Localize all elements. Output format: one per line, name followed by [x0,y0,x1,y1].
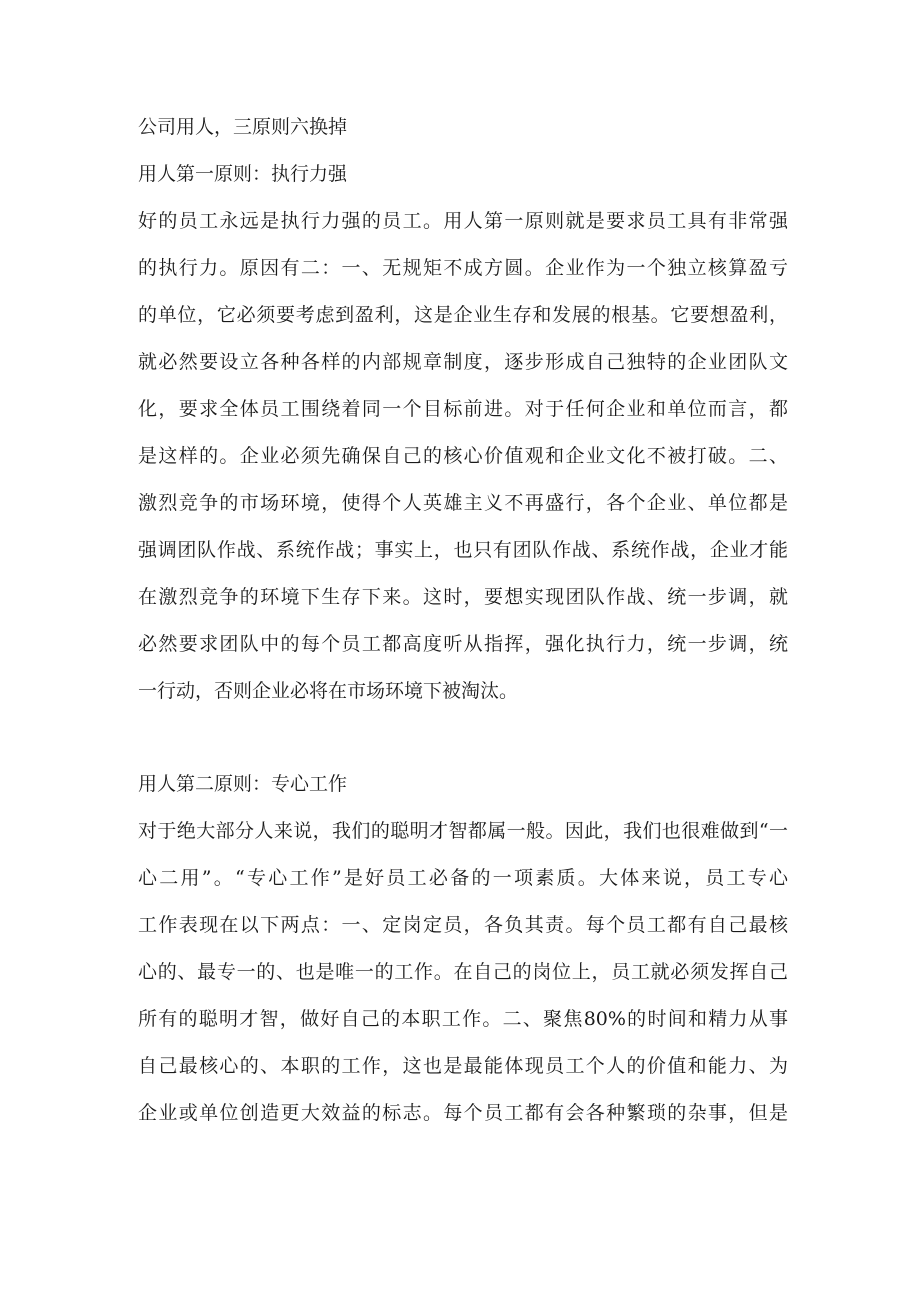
paragraph-line: 就必然要设立各种各样的内部规章制度，逐步形成自己独特的企业团队文 [138,351,788,373]
paragraph-line: 所有的聪明才智，做好自己的本职工作。二、聚焦80%的时间和精力从事 [138,1008,788,1030]
section1-paragraph [138,206,788,723]
document-title: 公司用人，三原则六换掉 [138,116,348,138]
paragraph-line: 的单位，它必须要考虑到盈利，这是企业生存和发展的根基。它要想盈利， [138,304,788,326]
paragraph-line: 化，要求全体员工围绕着同一个目标前进。对于任何企业和单位而言，都 [138,398,788,420]
paragraph-line: 心二用”。“专心工作”是好员工必备的一项素质。大体来说，员工专心 [138,867,788,889]
section1-heading: 用人第一原则：执行力强 [138,163,348,185]
section-spacer [138,723,788,769]
paragraph-line: 在激烈竞争的环境下生存下来。这时，要想实现团队作战、统一步调，就 [138,586,788,608]
paragraph-line: 的执行力。原因有二：一、无规矩不成方圆。企业作为一个独立核算盈亏 [138,257,788,279]
paragraph-line: 好的员工永远是执行力强的员工。用人第一原则就是要求员工具有非常强 [138,210,788,232]
paragraph-line: 激烈竞争的市场环境，使得个人英雄主义不再盛行，各个企业、单位都是 [138,492,788,514]
paragraph-line: 自己最核心的、本职的工作，这也是最能体现员工个人的价值和能力、为 [138,1055,788,1077]
section2-paragraph [138,816,788,1145]
paragraph-line: 是这样的。企业必须先确保自己的核心价值观和企业文化不被打破。二、 [138,445,788,467]
paragraph-line: 工作表现在以下两点：一、定岗定员，各负其责。每个员工都有自己最核 [138,914,788,936]
paragraph-line: 必然要求团队中的每个员工都高度听从指挥，强化执行力，统一步调，统 [138,633,788,655]
paragraph-line: 强调团队作战、系统作战；事实上，也只有团队作战、系统作战，企业才能 [138,539,788,561]
paragraph-line: 心的、最专一的、也是唯一的工作。在自己的岗位上，员工就必须发挥自己 [138,961,788,983]
paragraph-line: 一行动，否则企业必将在市场环境下被淘汰。 [138,680,519,702]
paragraph-line: 企业或单位创造更大效益的标志。每个员工都有会各种繁琐的杂事，但是 [138,1102,788,1124]
paragraph-line: 对于绝大部分人来说，我们的聪明才智都属一般。因此，我们也很难做到“一 [138,820,788,842]
document-page [138,112,788,1145]
section2-heading: 用人第二原则：专心工作 [138,773,348,795]
